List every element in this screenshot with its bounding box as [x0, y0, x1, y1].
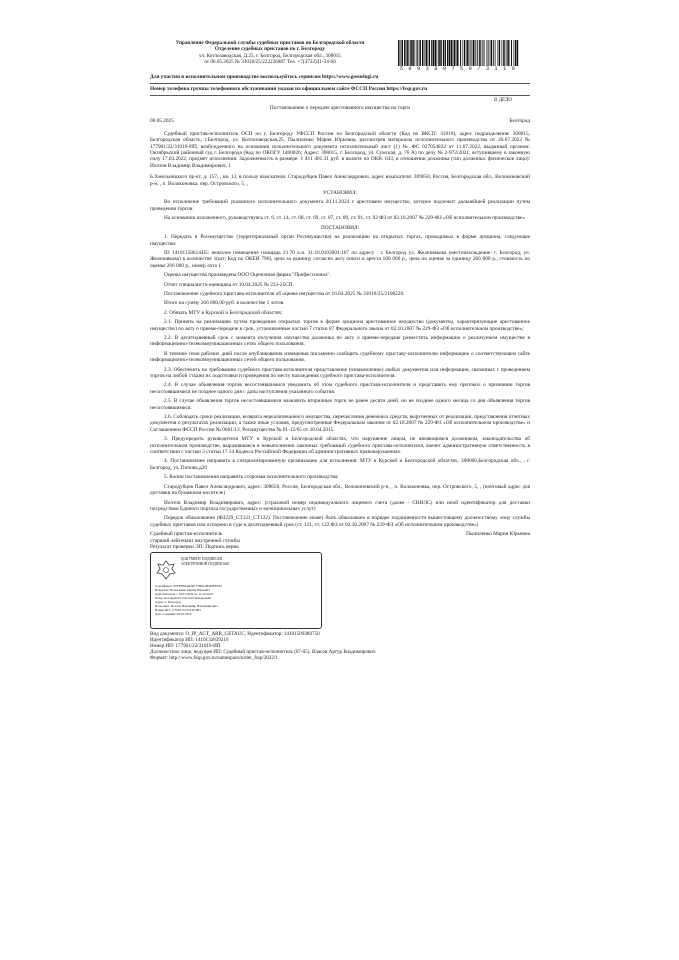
stamp-line: Адрес: г. Белгород — [155, 599, 181, 604]
barcode-bar — [466, 40, 468, 66]
stamp-line: Действителен: с 19.07.2024 по 12.10.2025 — [155, 592, 214, 597]
barcode-bar — [497, 40, 498, 66]
stamp-line: Кому: Котоврин Ростислав Геннадьевич — [155, 596, 212, 601]
clause-2-2b: В течение семи рабочих дней после опубликования извещения письменно сообщить судебному приставу-исполнителю информацию о соответствующем сайте информационно-телекоммуникационных сетей общего пользования. — [150, 350, 530, 364]
clause-2-5: 2.5. В случае объявления торгов несостоявшимися назначить вторичные торги не ранее десяти дней, но не позднее одного месяца со дня объявления торгов несостоявшимися. — [150, 398, 530, 411]
signer-rank: старший лейтенант внутренней службы — [150, 537, 240, 544]
barcode-bar — [449, 40, 451, 66]
document-body — [150, 105, 530, 661]
signer-name: Пылиленко Мария Юрьевна — [466, 531, 530, 538]
acceptance-line: Постановление судебного пристава-исполнителя об оценке имущества от 16.04.2025 № 31010/25/2108220. — [164, 290, 405, 297]
barcode-bar — [503, 40, 504, 66]
barcode-bar — [406, 40, 407, 66]
barcode-bar — [460, 40, 461, 66]
barcode-bar — [482, 40, 483, 66]
barcode-bar — [440, 40, 442, 66]
barcode-bar — [483, 40, 484, 66]
barcode-bar — [488, 40, 489, 66]
appeal-paragraph: Порядок обжалования (ФЗ229_СТ121_СТ122). Постановление может быть обжаловано в порядке подчиненности вышестоящему должностному лицу службы судебных приставов или оспорено в суде в десятидневный срок (ст. 121, ст. 122 ФЗ от 02.10.2007 № 229-ФЗ «Об исполнительном производстве») — [150, 515, 530, 528]
clause-2: 2. Обязать МТУ в Курской и Белгородской областях: — [164, 309, 283, 316]
barcode-bar — [437, 40, 438, 66]
stamp-title-line-1: ДОКУМЕНТ ПОДПИСАН — [181, 557, 223, 562]
barcode-bar — [433, 40, 435, 66]
barcode-bar — [511, 40, 512, 66]
barcode-bar — [404, 40, 406, 66]
barcode-bar — [499, 40, 501, 66]
barcode-bar — [431, 40, 432, 66]
barcode-bar — [464, 40, 466, 66]
clause-1: 1. Передать в Росимущество (территориальный орган Росимущества) на реализацию на открытых торгах, проводимых в форме аукциона, следующее имущество: — [150, 234, 530, 247]
stamp-line: Сертификат: 00FE0BA4926C77B6C0E6DEB5F2 — [155, 584, 223, 589]
issuer-address: ул. Котлозаводская, Д.25, г. Белгород, Белгородская обл., 308015 — [199, 52, 341, 59]
coat-of-arms-icon — [155, 559, 177, 581]
report-line: Отчет специалиста-оценщика от 10.04.2025 № 233-25СП. — [164, 281, 294, 288]
clause-5: 5. Копии постановления направить сторонам исполнительного производства: — [164, 474, 339, 481]
barcode-bar — [407, 40, 409, 66]
property-description: ID 141011586144l5: нежилое помещение площадь 21.70 к.н. 31:16.0103001:167 по адресу : г. Белгород ул. Железнякова (местонахождение: г. Белгород, ул. Железнякова) в количестве 1(шт; Код по ОКЕИ 796), цена за единицу согласно акту описи и ареста 100 000 р., цена по оценке за единицу 266 000 р., стоимость по оценке 266 000 р., номер лота 1 — [150, 249, 530, 269]
barcode-bar — [445, 40, 446, 66]
barcode-bar — [415, 40, 416, 66]
barcode-bar — [419, 40, 421, 66]
clause-4: 4. Постановление направить в специализированную организацию для исполнения: МТУ в Курской и Белгородской областях, 308000,Белгородская обл., , г. Белгород, ул. Попова,д20 — [150, 458, 530, 471]
barcode-bar — [425, 40, 426, 66]
barcode-bar — [429, 40, 431, 66]
issuer-contacts: от 06.05.2025 № 31010/25/222226887 Тел. +7(4722)31-34-60 — [204, 58, 336, 65]
ustanovil-paragraph-2: На основании изложенного, руководствуясь ст. 6, ст. 14, ст. 68, ст. 69, ст. 87, ст. 89, ст. 91, ст. 92 ФЗ от 02.10.2007 № 229-ФЗ «Об исполнительном производстве» — [164, 215, 526, 222]
barcode-bar — [495, 40, 496, 66]
appraiser-line: Оценка имущества произведена ООО Оценочная фирма "Профессионал". — [164, 272, 331, 279]
barcode — [397, 40, 519, 66]
postanovil-heading: ПОСТАНОВИЛ: — [320, 224, 360, 231]
barcode-bar — [454, 40, 456, 66]
footer-line: Должностное лицо, ведущее ИП: Судебный пристав-исполнитель (07-05), Власов Артур Владимирович — [150, 648, 376, 655]
barcode-bar — [401, 40, 402, 66]
info-line-gosuslugi: Для участия в исполнительном производстве воспользуйтесь сервисом https://www.gosuslugi.ru — [150, 74, 379, 80]
barcode-bar — [426, 40, 428, 66]
clause-2-4: 2.4. В случае объявления торгов несостоявшимися уведомить об этом судебного пристава-исполнителя и представить ему протокол о признании торгов несостоявшимися не позднее одного дня с даты наступления указанного события. — [150, 382, 530, 395]
issuer-dept: Управление Федеральной службы судебных приставов по Белгородской области — [175, 40, 365, 46]
barcode-bar — [447, 40, 448, 66]
barcode-bar — [417, 40, 418, 66]
footer-line: Вид документа: O_IP_ACT_ARR_GETAUC, Идентификатор: 14101509380750 — [150, 631, 320, 638]
signer-title: Судебный пристав-исполнитель — [150, 531, 223, 538]
clause-2-1: 2.1. Принять на реализацию путем проведения открытых торгов в форме аукциона арестованное имущество (документы, характеризующие арестованное имущество) по акту о приеме-передаче в срок, установленные частью 7 статьи 87 Федерального закона от 02.10.2007 № 229-ФЗ «Об исполнительном производстве»; — [150, 319, 530, 332]
clause-2-2: 2.2. В десятидневный срок с момента получения имущества должника по акту о приеме-передаче разместить информацию о реализуемом имуществе в информационно-телекоммуникационных сетях общего пользования. — [150, 334, 530, 348]
doc-city: Белгород — [509, 118, 530, 125]
barcode-bar — [422, 40, 423, 66]
barcode-bar — [471, 40, 472, 66]
barcode-bar — [479, 40, 480, 66]
stamp-line: Дата создания: 06.05.2025 — [155, 611, 192, 616]
ep-check-result: Результат проверки ЭП: Подпись верна — [150, 543, 239, 550]
barcode-bar — [424, 40, 425, 66]
barcode-bar — [486, 40, 487, 66]
barcode-number: 5 0 9 3 8 0 7 5 0 / 3 1 1 0 — [399, 66, 517, 72]
barcode-bar — [477, 40, 478, 66]
clause-3: 3. Предупредить руководителя МТУ в Курской и Белгородской областях, что нарушение лицом, не являющимся должником, законодательства об исполнительном производстве, выразившееся в невыполнении законных требований судебного пристава-исполнителя, влечет административную ответственность в соответствии с частью 3 статьи 17.14 Кодекса Российской Федерации об административных правонарушениях. — [150, 436, 530, 456]
barcode-bar — [506, 40, 507, 66]
barcode-bar — [490, 40, 491, 66]
barcode-bar — [517, 40, 519, 66]
stamp-title — [181, 557, 229, 565]
debtor-address: Б.Хмельницкого пр-кт, д. 157, , кв. 13, в пользу взыскателя: Стародубцев Павел Александрович, адрес взыскателя: 309650, Россия, Белгородская обл., Волоконовский р-н, , п. Волоконовка, пер. Островского, 5, , — [150, 174, 530, 187]
barcode-bar — [410, 40, 411, 66]
barcode-bar — [451, 40, 453, 66]
barcode-bar — [459, 40, 460, 66]
barcode-bar — [473, 40, 475, 66]
doc-date: 06.05.2025 — [150, 118, 174, 125]
barcode-bar — [491, 40, 493, 66]
barcode-bar — [402, 40, 403, 66]
stamp-line: Исполнил: Иолтов Владимир Владимирович — [155, 603, 218, 608]
document-footer — [150, 632, 530, 661]
barcode-bar — [501, 40, 502, 66]
barcode-bar — [413, 40, 414, 66]
stamp-details — [155, 585, 315, 616]
barcode-bar — [462, 40, 463, 66]
date-city-row — [150, 118, 530, 124]
barcode-bar — [457, 40, 458, 66]
barcode-bar — [398, 40, 399, 66]
barcode-bar — [456, 40, 457, 66]
recipient-claimant: Стародубцев Павел Александрович, адрес: 309650, Россия, Белгородская обл., Волоконовский р-н, , п. Волоконовка, пер. Островского, 5, , (почтовый адрес для доставки на бумажном носителе) — [150, 483, 530, 497]
barcode-bar — [480, 40, 481, 66]
ustanovil-heading: УСТАНОВИЛ: — [322, 190, 358, 197]
barcode-bar — [443, 40, 445, 66]
footer-line: Формат: http://www.fssp.gov.ru/namespace/order_fssp/2022/1 — [150, 654, 278, 661]
barcode-bar — [507, 40, 509, 66]
info-line-phone: Номер телефона группы телефонного обслуживания указан на официальном сайте ФССП России https://fssp.gov.ru — [150, 86, 428, 92]
barcode-bar — [435, 40, 437, 66]
barcode-bar — [438, 40, 440, 66]
divider — [150, 95, 530, 96]
intro-paragraph: Судебный пристав-исполнитель ОСП по г. Белгороду УФССП России по Белгородской области (Код по ВКСП: 31010), адрес подразделения: 308015, Белгородская область, г.Белгород, ул. Котлозаводская,25, Пылиленко Мария Юрьевна, рассмотрев материалы исполнительного производства от 26.07.2022 № 177901/22/31010-ИП, возбужденного на основании исполнительного документа исполнительный лист (1) № ФС 037054832 от 11.07.2022, выданный органом: Октябрьский районный суд г. Белгорода (Код по ОКОГУ 1400026; Адрес: 308015, г. Белгород, ул. Сумская, д. 76 А) по делу № 2-972/2021, вступившему в законную силу 17.03.2022, предмет исполнения: Задолженность в размере: 1 411 401.31 руб. в валюте по ОКВ: 643, в отношении должника (тип должника: физическое лицо): Иолтов Владимир Владимирович, 1 — [150, 130, 530, 169]
stamp-title-line-2: ЭЛЕКТРОННОЙ ПОДПИСЬЮ — [181, 561, 230, 566]
recipient-debtor: Иолтов Владимир Владимирович, адрес: (страховой номер индивидуального лицевого счета (далее - СНИЛС) или иной идентификатор для доставки посредством Единого портала государственных и муниципальных услуг) — [150, 499, 530, 512]
barcode-bar — [475, 40, 476, 66]
electronic-signature-stamp — [150, 552, 322, 629]
footer-line: Номер ИП: 177901/22/31010-ИП — [150, 642, 221, 649]
issuer-header — [150, 40, 390, 65]
clause-2-6: 2.6. Соблюдать сроки реализации, возврата нереализованного имущества, перечисления денежных средств, вырученных от реализации, представления отчетных документов о результатах реализации, а также иные условия, предусмотренные Федеральным законом от 02.10.2007 № 229-ФЗ «Об исполнительном производстве» и Соглашением ФССП России № 0001/13, Росимущества № 01-12/65 от 30.04.2015. — [150, 414, 530, 433]
barcode-bar — [513, 40, 514, 66]
barcode-bar — [509, 40, 510, 66]
divider — [150, 83, 530, 84]
ustanovil-paragraph-1: Во исполнение требований указанного исполнительного документа 20.11.2024 г арестовано имущество, которое подлежит дальнейшей реализации путем проведения торгов. — [150, 199, 530, 212]
doc-title: Постановление о передаче арестованного имущества на торги — [269, 105, 411, 111]
barcode-bar — [400, 40, 401, 66]
footer-line: Идентификатор ИП: 1410132839216 — [150, 637, 229, 644]
barcode-bar — [416, 40, 417, 66]
stamp-line: Номер ИП: 177901/22/31010-ИП — [155, 607, 201, 612]
barcode-bar — [493, 40, 494, 66]
barcode-bar — [453, 40, 454, 66]
stamp-line: Владелец: Пылиленко Мария Юрьевна — [155, 588, 210, 593]
issuer-division: Отделение судебных приставов по г. Белгороду — [214, 46, 326, 53]
v-dela-mark: В ДЕЛО — [494, 98, 512, 103]
total-line: Итого на сумму 266 000,00 руб. в количестве 1 лотов. — [164, 300, 285, 307]
barcode-bar — [484, 40, 485, 66]
clause-2-3: 2.3. Обеспечить по требованию судебного пристава-исполнителя представление (ознакомление) любых документов или информации, связанных с проведением торгов на любой стадии их подготовки и проведения по месту нахождения судебного пристава-исполнителя. — [150, 366, 530, 379]
barcode-bar — [515, 40, 517, 66]
barcode-bar — [468, 40, 469, 66]
barcode-bar — [504, 40, 505, 66]
barcode-bar — [411, 40, 413, 66]
